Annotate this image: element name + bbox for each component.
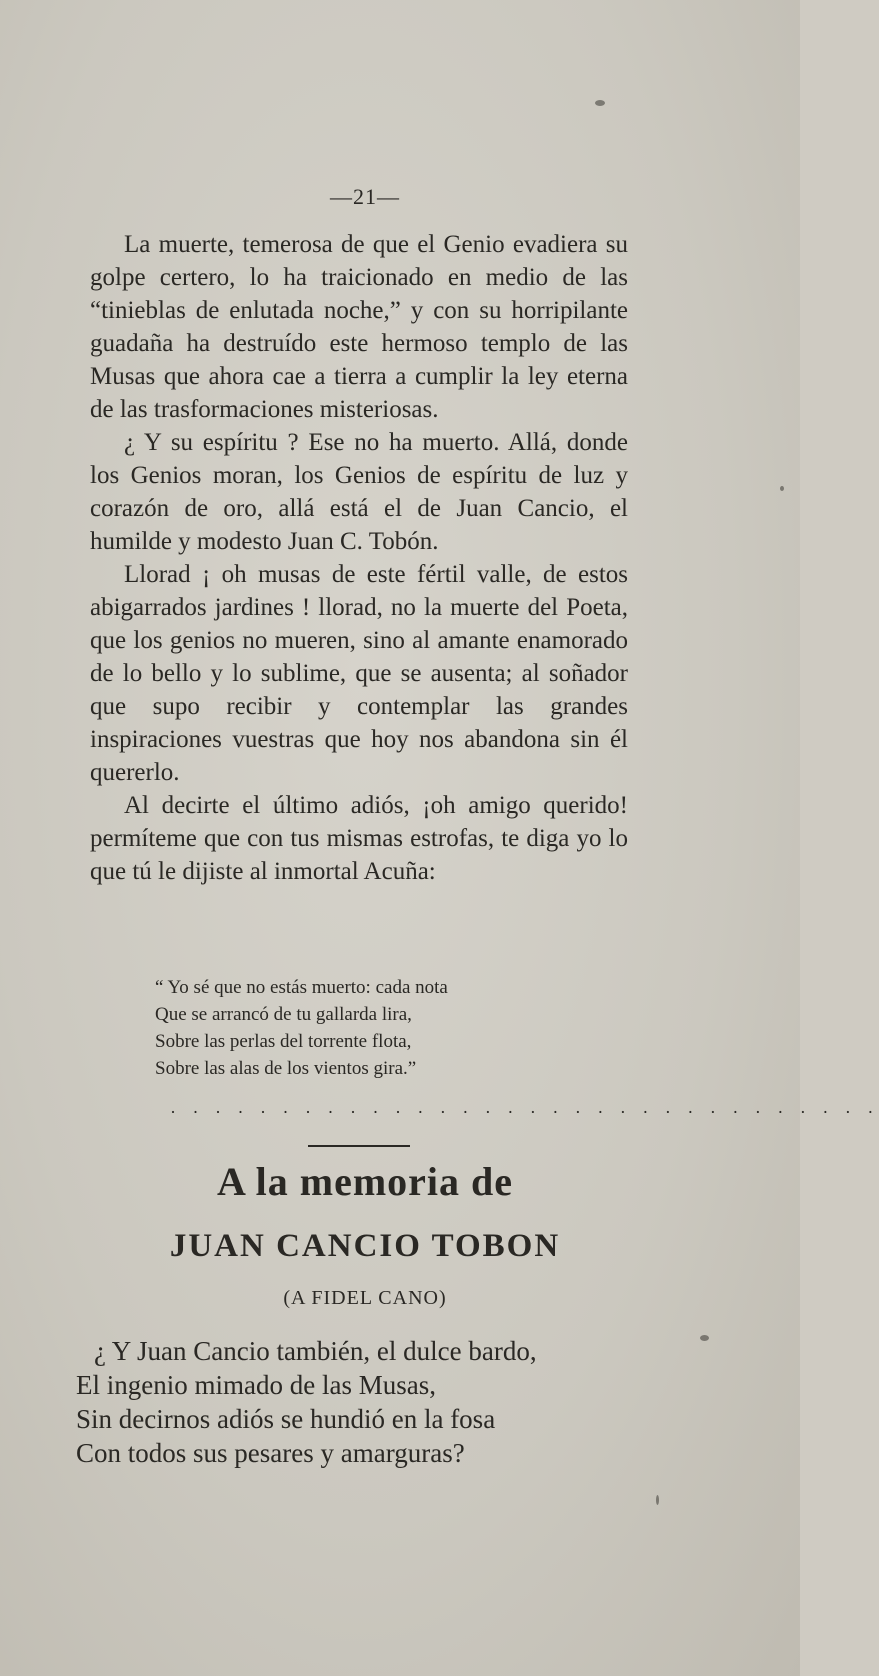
- paragraph: Llorad ¡ oh musas de este fértil valle, de estos abigarrados jardines ! llorad, no la muerte del Poeta, que los genios no mueren, sino al amante enamorado de lo bello y lo sublime, que se ausenta; al soñador que supo recibir y contemplar las grandes inspiraciones vuestras que hoy nos abandona sin él quererlo.: [90, 561, 628, 786]
- poem-line: Con todos sus pesares y amarguras?: [76, 1438, 465, 1468]
- paragraph: La muerte, temerosa de que el Genio evadiera su golpe certero, lo ha traicionado en medio de las “tinieblas de enlutada noche,” y con su horripilante guadaña ha destruído este hermoso templo de las Musas que ahora cae a tierra a cumplir la ley eterna de las trasformaciones misteriosas.: [90, 231, 628, 423]
- poem-line: ¿ Y Juan Cancio también, el dulce bardo,: [94, 1336, 537, 1366]
- poem-stanza: [76, 1334, 636, 1470]
- verse-line: Sobre las alas de los vientos gira.”: [155, 1058, 417, 1079]
- dotted-separator: · · · · · · · · · · · · · · · · · · · · · · · · · · · · · · · ·: [170, 1102, 879, 1122]
- verse-line: Sobre las perlas del torrente flota,: [155, 1031, 412, 1052]
- poem-heading: A la memoria de: [216, 1159, 514, 1204]
- ink-speck: [595, 100, 605, 106]
- quoted-verse: [155, 974, 595, 1082]
- paragraph: Al decirte el último adiós, ¡oh amigo querido! permíteme que con tus mismas estrofas, te diga yo lo que tú le dijiste al inmortal Acuña:: [90, 792, 628, 885]
- poem-line: Sin decirnos adiós se hundió en la fosa: [76, 1404, 496, 1434]
- dedication: (A FIDEL CANO): [283, 1287, 447, 1309]
- ink-speck: [656, 1495, 659, 1505]
- title-rule: [308, 1145, 410, 1147]
- ink-speck: [700, 1335, 709, 1341]
- verse-line: “ Yo sé que no estás muerto: cada nota: [155, 977, 448, 998]
- poem-line: El ingenio mimado de las Musas,: [76, 1370, 436, 1400]
- ink-speck: [780, 486, 784, 491]
- page-number: —21—: [330, 184, 400, 209]
- poem-title: JUAN CANCIO TOBON: [169, 1228, 561, 1264]
- prose-section: [90, 228, 628, 888]
- verse-line: Que se arrancó de tu gallarda lira,: [155, 1004, 412, 1025]
- paragraph: ¿ Y su espíritu ? Ese no ha muerto. Allá, donde los Genios moran, los Genios de espíritu de luz y corazón de oro, allá está el de Juan Cancio, el humilde y modesto Juan C. Tobón.: [90, 429, 628, 555]
